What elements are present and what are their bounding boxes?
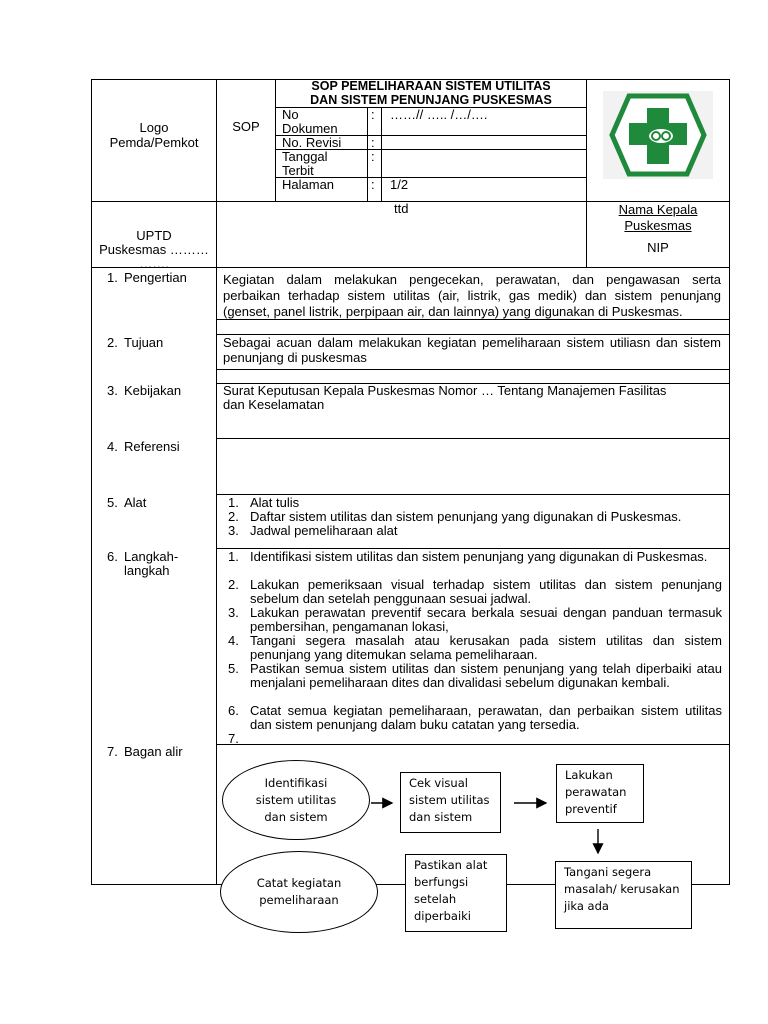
node-line: perawatan (565, 785, 627, 799)
sop-label: SOP (232, 119, 260, 134)
pengertian-text: Kegiatan dalam melakukan pengecekan, perawatan, dan pengawasan serta perbaikan terhadap sistem utilitas (air, listrik, gas medik) dan sistem penunjang (genset, panel listrik, perpipaan air, dan lainnya) yang digunakan di Puskesmas. (223, 272, 721, 319)
label-line: Dokumen (282, 120, 338, 136)
item-num: 5. (228, 661, 239, 676)
flow-node-identifikasi (222, 760, 370, 840)
section-num: 2. (107, 335, 118, 350)
node-line: Identifikasi (264, 775, 328, 790)
section-num: 6. (107, 549, 118, 564)
section-num: 3. (107, 383, 118, 398)
item-num: 3. (228, 605, 239, 620)
node-line: diperbaiki (414, 909, 471, 923)
ttd-label: ttd (394, 201, 409, 216)
node-line: dan sistem (264, 809, 328, 824)
item-num: 1. (228, 549, 239, 564)
item-text: Alat tulis (250, 495, 300, 510)
node-line: Lakukan (565, 768, 613, 782)
logo-line: Pemda/Pemkot (109, 135, 199, 150)
flow-node-cek-visual (400, 772, 501, 833)
label-line: Terbit (282, 162, 314, 178)
item-text: Catat semua kegiatan pemeliharaan, perawatan, dan perbaikan sistem utilitas dan sistem penunjang dalam buku catatan yang tersedia. (250, 703, 722, 732)
logo-line: Logo (139, 120, 169, 135)
item-text: Tangani segera masalah atau kerusakan pada sistem utilitas dan sistem penunjang yang ditemukan selama pemeliharaan. (250, 633, 722, 662)
head-name-line: Puskesmas (624, 218, 692, 233)
section-label-referensi: Referensi (124, 439, 180, 454)
flow-node-catat (220, 851, 378, 933)
uptd-line: Puskesmas ……… (99, 242, 209, 257)
sep: : (371, 149, 375, 164)
node-line: Cek visual (409, 776, 468, 790)
flow-node-pastikan (405, 854, 507, 932)
node-line: sistem utilitas (255, 792, 337, 807)
item-text: Lakukan pemeriksaan visual terhadap sistem utilitas dan sistem penunjang sebelum dan setelah penggunaan sesuai jadwal. (250, 577, 722, 606)
flow-node-tangani (555, 861, 692, 929)
node-line: Catat kegiatan (256, 876, 342, 890)
sep: : (371, 177, 375, 192)
halaman-value: 1/2 (390, 177, 409, 192)
label-line: No (282, 107, 299, 122)
node-line: masalah/ kerusakan (564, 882, 680, 896)
no-revisi-label: No. Revisi (282, 135, 342, 150)
label-line: Tanggal (282, 149, 328, 164)
label-line: Langkah- (124, 549, 179, 564)
uptd-line: UPTD (136, 228, 172, 243)
section-label-pengertian: Pengertian (124, 270, 187, 285)
item-num: 4. (228, 633, 239, 648)
item-num: 2. (228, 577, 239, 592)
halaman-label: Halaman (282, 177, 335, 192)
node-line: Pastikan alat (414, 858, 488, 872)
section-label-bagan: Bagan alir (124, 744, 183, 759)
section-num: 4. (107, 439, 118, 454)
item-num: 7. (228, 731, 239, 746)
label-line: langkah (124, 563, 170, 578)
sep: : (371, 107, 375, 122)
item-text: Lakukan perawatan preventif secara berkala sesuai dengan panduan termasuk pembersihan, pengamanan lokasi, (250, 605, 722, 634)
uptd-line: ……. (139, 256, 169, 271)
item-text: Identifikasi sistem utilitas dan sistem penunjang yang digunakan di Puskesmas. (250, 549, 708, 564)
head-name-line: Nama Kepala (618, 202, 698, 217)
node-line: setelah (414, 892, 457, 906)
item-text: Jadwal pemeliharaan alat (250, 523, 398, 538)
node-line: berfungsi (414, 875, 469, 889)
nip-label: NIP (647, 240, 669, 255)
node-line: jika ada (564, 899, 609, 913)
item-text: Daftar sistem utilitas dan sistem penunjang yang digunakan di Puskesmas. (250, 509, 682, 524)
sep: : (371, 135, 375, 150)
section-label-kebijakan: Kebijakan (124, 383, 182, 398)
title-line: DAN SISTEM PENUNJANG PUSKESMAS (310, 92, 552, 107)
no-dokumen-value: ……// ….. /…/…. (390, 107, 488, 122)
kebijakan-line: dan Keselamatan (223, 397, 325, 412)
section-num: 5. (107, 495, 118, 510)
item-text: Pastikan semua sistem utilitas dan sistem penunjang yang telah diperbaiki atau menjalani pemeliharaan dites dan divalidasi sebelum digunakan kembali. (250, 661, 722, 690)
item-num: 6. (228, 703, 239, 718)
item-num: 3. (228, 523, 239, 538)
item-num: 2. (228, 509, 239, 524)
kebijakan-line: Surat Keputusan Kepala Puskesmas Nomor … Tentang Manajemen Fasilitas (223, 383, 667, 398)
section-label-tujuan: Tujuan (124, 335, 164, 350)
section-num: 7. (107, 744, 118, 759)
flow-node-lakukan-perawatan (556, 764, 644, 823)
tujuan-text: Sebagai acuan dalam melakukan kegiatan pemeliharaan sistem utiliasn dan sistem penunjang di puskesmas (223, 335, 721, 365)
section-label-alat: Alat (124, 495, 147, 510)
item-num: 1. (228, 495, 239, 510)
node-line: dan sistem (409, 810, 473, 824)
title-line: SOP PEMELIHARAAN SISTEM UTILITAS (311, 79, 551, 93)
node-line: sistem utilitas (409, 793, 490, 807)
node-line: Tangani segera (564, 865, 652, 879)
node-line: preventif (565, 802, 617, 816)
section-num: 1. (107, 270, 118, 285)
node-line: pemeliharaan (259, 893, 339, 907)
